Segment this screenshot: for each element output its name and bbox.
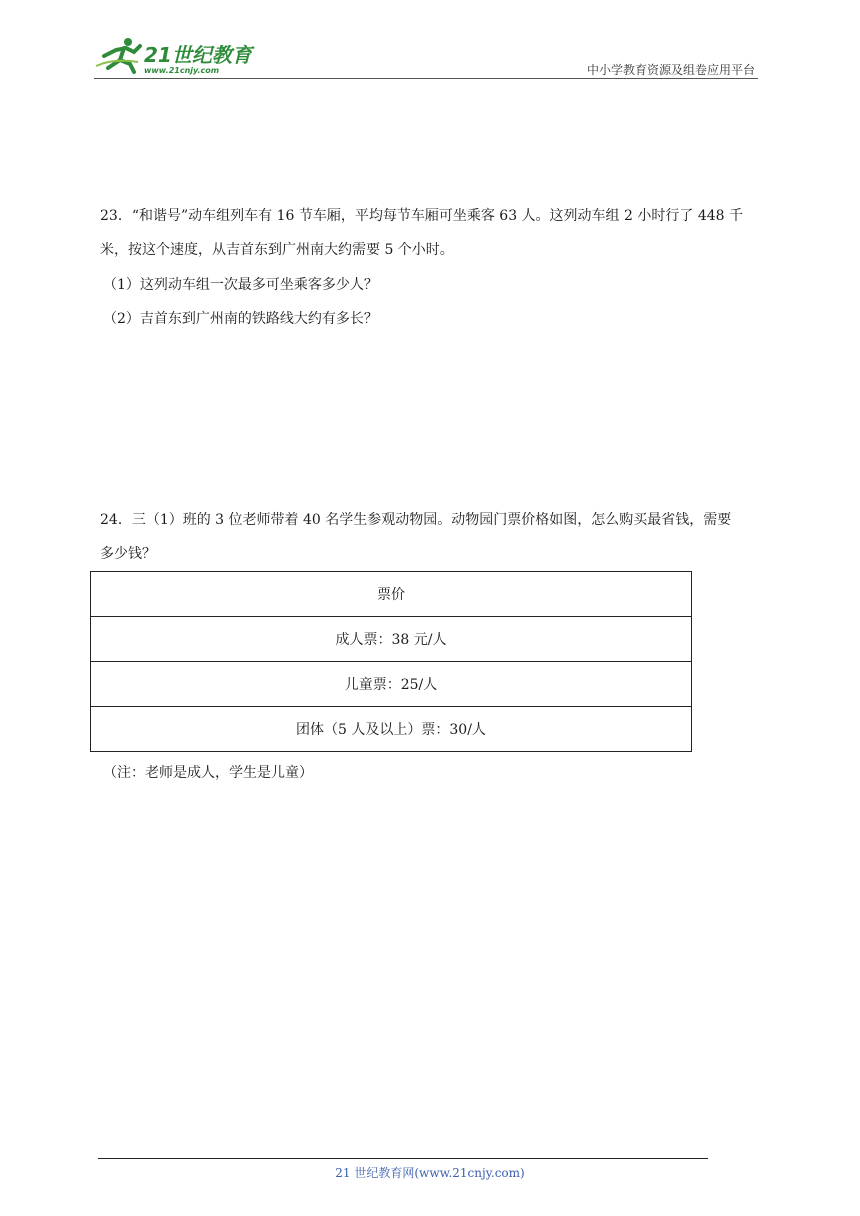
ticket-price-table <box>90 571 692 752</box>
q23-sub2: （2）吉首东到广州南的铁路线大约有多长？ <box>103 311 378 327</box>
q23-line1: 23．“和谐号”动车组列车有 16 节车厢，平均每节车厢可坐乘客 63 人。这列动车组 2 小时行了 448 千 <box>100 208 743 224</box>
table-cell: 团体（5 人及以上）票：30/人 <box>91 707 692 752</box>
table-row <box>91 572 692 617</box>
q24-note: （注：老师是成人，学生是儿童） <box>103 765 313 781</box>
table-row <box>91 617 692 662</box>
platform-name: 中小学教育资源及组卷应用平台 <box>586 63 755 77</box>
table-row <box>91 662 692 707</box>
footer-link[interactable]: 21 世纪教育网(www.21cnjy.com) <box>335 1166 525 1180</box>
footer-divider <box>98 1158 708 1159</box>
logo-text: 21世纪教育 <box>144 43 252 67</box>
header-divider <box>94 78 758 79</box>
q24-line1: 24．三（1）班的 3 位老师带着 40 名学生参观动物园。动物园门票价格如图，怎么购买最省钱，需要 <box>100 512 732 528</box>
logo-url: www.21cnjy.com <box>144 66 220 75</box>
runner-logo-icon <box>96 38 140 72</box>
site-logo <box>94 36 256 76</box>
table-cell: 成人票：38 元/人 <box>91 617 692 662</box>
table-row <box>91 707 692 752</box>
table-cell: 票价 <box>91 572 692 617</box>
q23-line2: 米，按这个速度，从吉首东到广州南大约需要 5 个小时。 <box>100 242 454 258</box>
q23-sub1: （1）这列动车组一次最多可坐乘客多少人？ <box>103 277 378 293</box>
table-cell: 儿童票：25/人 <box>91 662 692 707</box>
q24-line2: 多少钱？ <box>100 546 156 562</box>
